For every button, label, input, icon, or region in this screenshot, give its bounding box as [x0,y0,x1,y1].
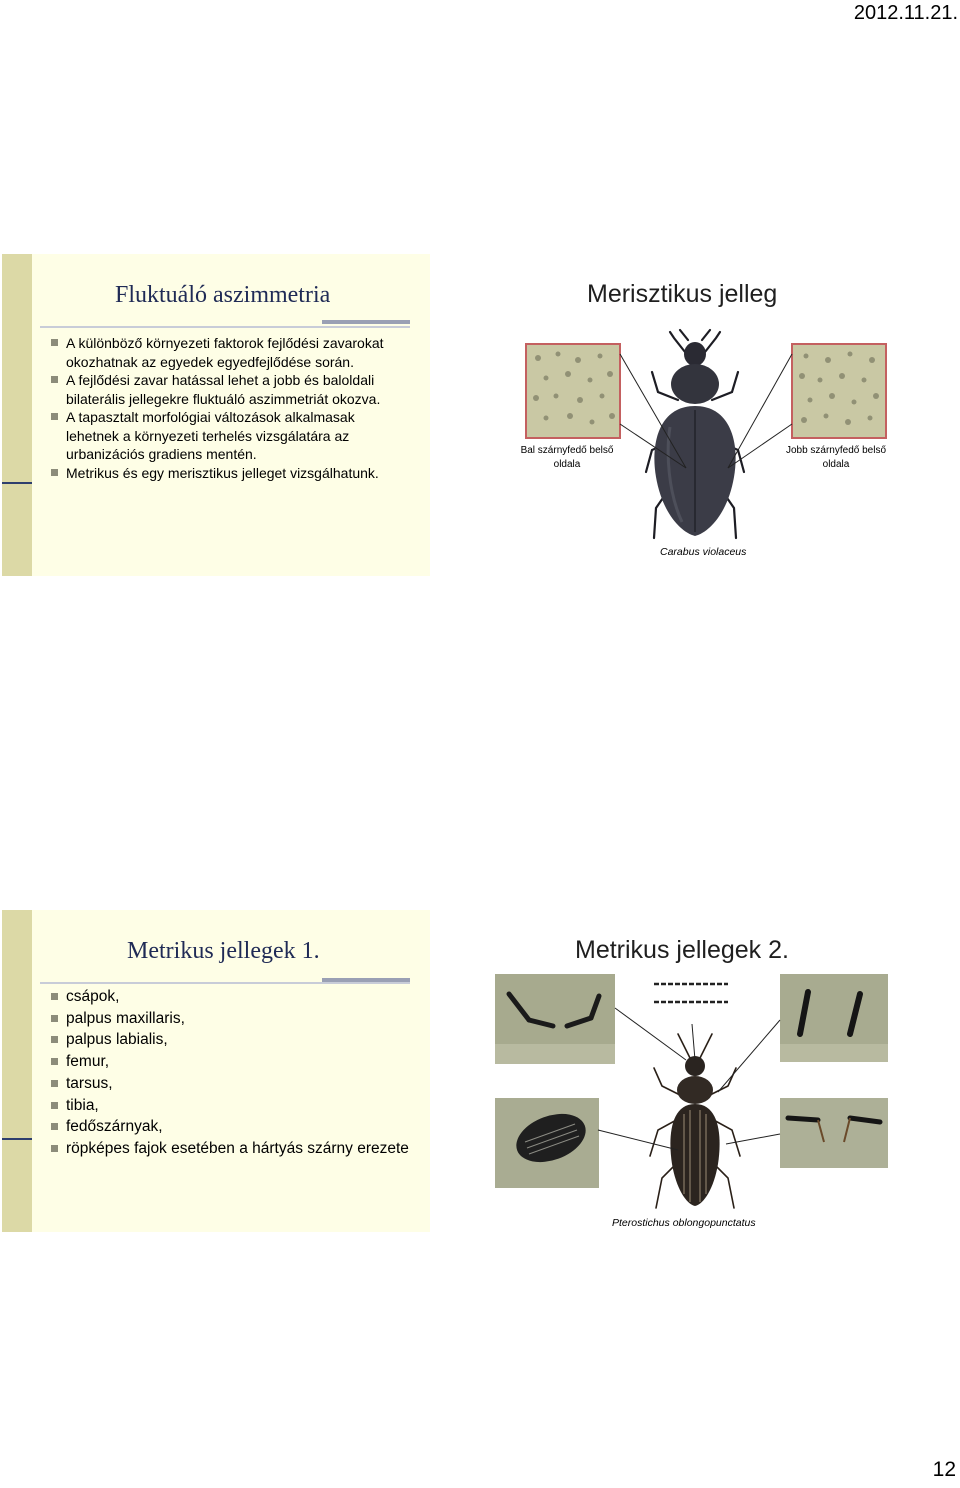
bullet-square-icon [51,993,58,1000]
right-elytra-caption: Jobb szárnyfedő belső oldala [785,445,887,470]
slide-side-mark [2,482,32,484]
bullet-item: tibia, [49,1095,409,1117]
bullet-square-icon [51,469,58,476]
bullet-square-icon [51,1123,58,1130]
slide-title: Fluktuáló aszimmetria [115,282,331,308]
bullet-square-icon [51,1058,58,1065]
bullet-item: csápok, [49,986,409,1008]
slide-metrikus-2 [490,910,920,1232]
left-elytra-caption: Bal szárnyfedő belső oldala [520,445,614,470]
connector-lines [490,910,920,1232]
bullet-item: A fejlődési zavar hatással lehet a jobb és baloldali bilaterális jellegekre fluktuáló aszimmetriát okozva. [49,371,409,408]
bullet-item: Metrikus és egy merisztikus jelleget vizsgálhatunk. [49,464,409,483]
bullet-item: A különböző környezeti faktorok fejlődési zavarokat okozhatnak az egyedek egyedfejlődése során. [49,334,409,371]
bullet-square-icon [51,413,58,420]
bullet-square-icon [51,1036,58,1043]
bullet-item: A tapasztalt morfológiai változások alkalmasak lehetnek a környezeti terhelés vizsgálatára az urbanizációs gradiens mentén. [49,408,409,464]
bullet-square-icon [51,1102,58,1109]
bullet-item: palpus maxillaris, [49,1008,409,1030]
slide-title: Merisztikus jelleg [587,280,778,308]
slide-fluktualo [2,254,430,576]
bullet-square-icon [51,1145,58,1152]
title-rule [322,320,410,324]
slide-side-strip [2,910,32,1232]
bullet-item: röpképes fajok esetében a hártyás szárny erezete [49,1138,409,1160]
slide-title: Metrikus jellegek 2. [575,936,789,964]
date-stamp: 2012.11.21. [853,2,958,24]
bullet-square-icon [51,1080,58,1087]
bullet-item: femur, [49,1051,409,1073]
bullet-item: palpus labialis, [49,1029,409,1051]
species-caption: Pterostichus oblongopunctatus [612,1217,756,1229]
slide-merisztikus [490,254,920,576]
page-number: 12 [932,1458,956,1481]
title-rule-thin [40,326,410,328]
species-caption: Carabus violaceus [660,546,747,558]
slide-metrikus-1 [2,910,430,1232]
bullet-square-icon [51,1015,58,1022]
slide-title: Metrikus jellegek 1. [127,938,320,964]
bullet-item: fedőszárnyak, [49,1116,409,1138]
slide-side-strip [2,254,32,576]
bullet-square-icon [51,339,58,346]
bullet-list [49,334,409,482]
bullet-item: tarsus, [49,1073,409,1095]
title-rule-thin [40,982,410,984]
bullet-square-icon [51,376,58,383]
connector-lines [490,254,920,576]
slide-side-mark [2,1138,32,1140]
bullet-list [49,986,409,1160]
